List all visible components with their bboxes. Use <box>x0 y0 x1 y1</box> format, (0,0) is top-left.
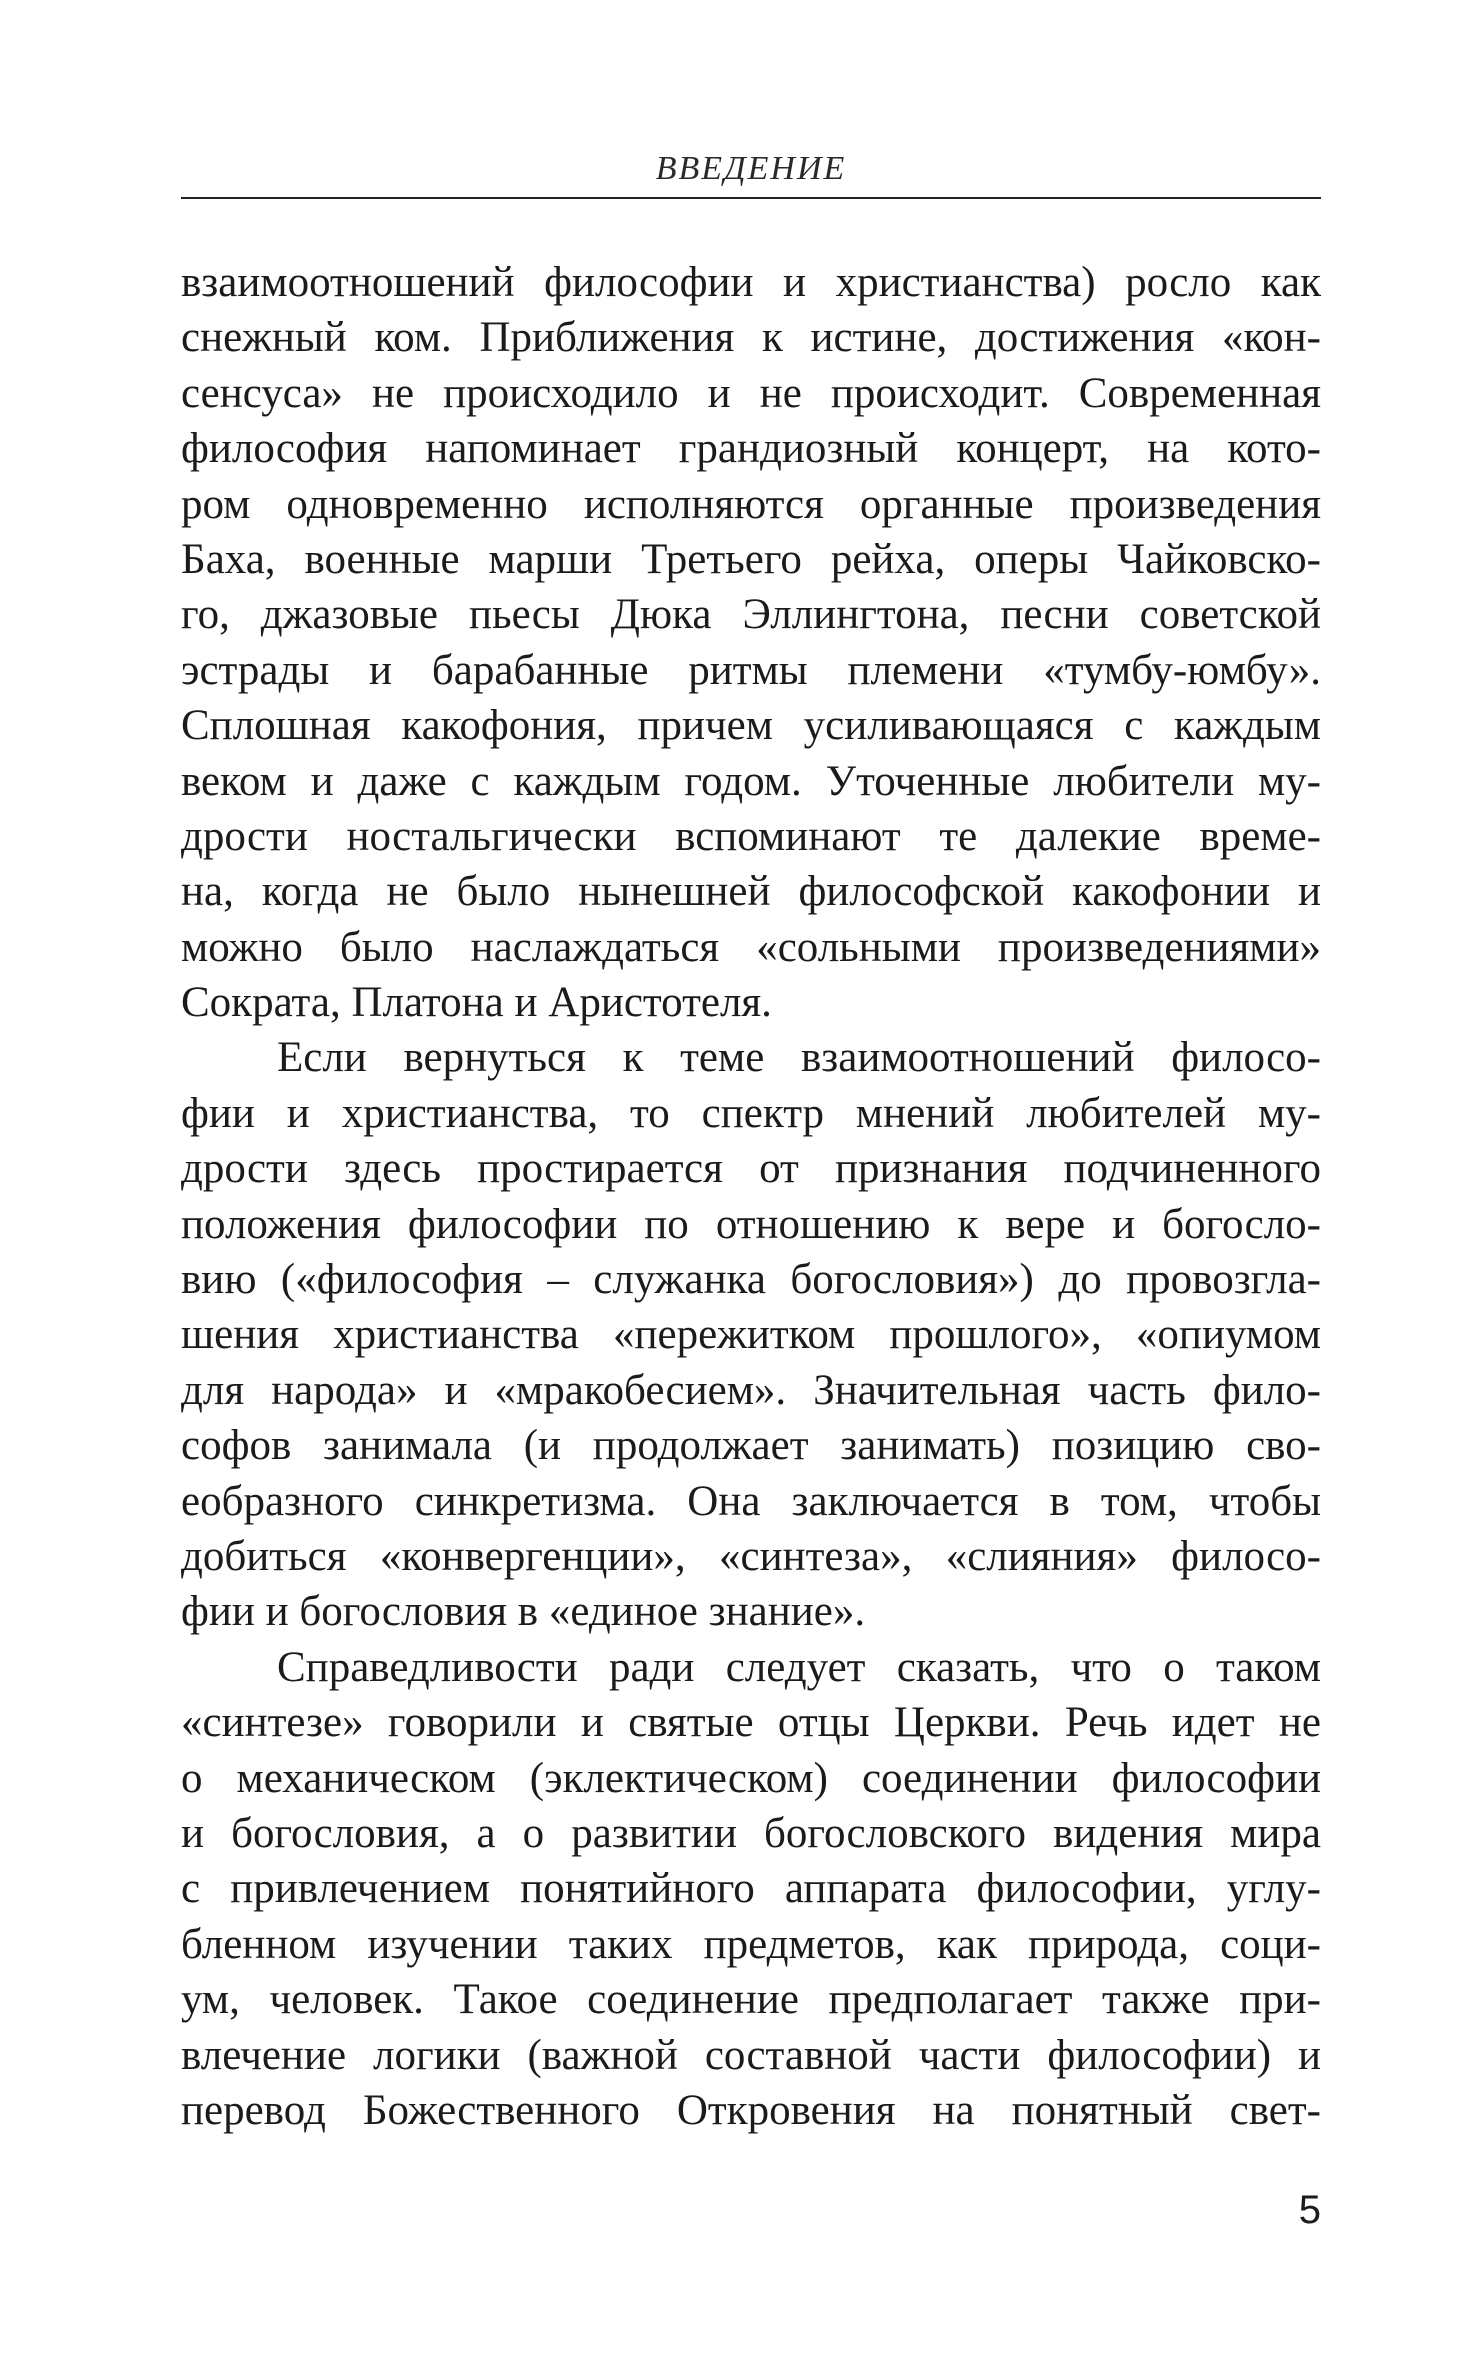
text-line: на, когда не было нынешней философской какофонии и <box>181 868 1321 916</box>
paragraph <box>181 1640 1321 2139</box>
text-line: положения философии по отношению к вере и богосло- <box>181 1200 1321 1248</box>
text-line: снежный ком. Приближения к истине, достижения «кон- <box>181 314 1321 362</box>
paragraph <box>181 255 1321 1030</box>
text-line: с привлечением понятийного аппарата философии, углу- <box>181 1865 1321 1913</box>
text-line: добиться «конвергенции», «синтеза», «слияния» филосо- <box>181 1532 1321 1580</box>
text-line: «синтезе» говорили и святые отцы Церкви. Речь идет не <box>181 1699 1321 1747</box>
text-line: дрости здесь простирается от признания подчиненного <box>181 1145 1321 1193</box>
text-line: ум, человек. Такое соединение предполагает также при- <box>181 1976 1321 2024</box>
text-line: влечение логики (важной составной части философии) и <box>181 2031 1321 2079</box>
text-line: сенсуса» не происходило и не происходит. Современная <box>181 369 1321 417</box>
text-line: философия напоминает грандиозный концерт, на кото- <box>181 425 1321 473</box>
page-number: 5 <box>1298 2188 1321 2232</box>
text-line: шения христианства «пережитком прошлого», «опиумом <box>181 1311 1321 1359</box>
header-rule <box>181 197 1321 199</box>
text-line: взаимоотношений философии и христианства) росло как <box>181 259 1321 306</box>
text-line: Если вернуться к теме взаимоотношений филосо- <box>277 1034 1321 1082</box>
text-line: фии и богословия в «единое знание». <box>181 1588 866 1636</box>
text-line: софов занимала (и продолжает занимать) позицию сво- <box>181 1422 1321 1470</box>
text-line: фии и христианства, то спектр мнений любителей му- <box>181 1089 1321 1137</box>
text-line: го, джазовые пьесы Дюка Эллингтона, песни советской <box>181 591 1321 639</box>
running-head-title: ВВЕДЕНИЕ <box>655 150 847 187</box>
text-line: Баха, военные марши Третьего рейха, оперы Чайковско- <box>181 535 1321 583</box>
text-line: еобразного синкретизма. Она заключается в том, чтобы <box>181 1477 1321 1525</box>
text-line: дрости ностальгически вспоминают те далекие време- <box>181 812 1321 860</box>
text-line: бленном изучении таких предметов, как природа, соци- <box>181 1920 1321 1968</box>
text-line: Сократа, Платона и Аристотеля. <box>181 979 772 1027</box>
text-line: перевод Божественного Откровения на понятный свет- <box>181 2086 1321 2134</box>
paragraph <box>181 1030 1321 1639</box>
text-line: ром одновременно исполняются органные произведения <box>181 480 1321 528</box>
text-line: можно было наслаждаться «сольными произведениями» <box>181 923 1321 971</box>
text-line: о механическом (эклектическом) соединении философии <box>181 1754 1321 1802</box>
text-line: для народа» и «мракобесием». Значительная часть фило- <box>181 1366 1321 1414</box>
text-line: вию («философия – служанка богословия») до провозгла- <box>181 1256 1321 1304</box>
text-line: и богословия, а о развитии богословского видения мира <box>181 1809 1321 1857</box>
text-line: Справедливости ради следует сказать, что о таком <box>277 1643 1321 1691</box>
body-text <box>181 255 1321 2138</box>
text-line: веком и даже с каждым годом. Уточенные любители му- <box>181 757 1321 805</box>
text-line: эстрады и барабанные ритмы племени «тумбу-юмбу». <box>181 646 1321 694</box>
text-line: Сплошная какофония, причем усиливающаяся с каждым <box>181 702 1321 750</box>
